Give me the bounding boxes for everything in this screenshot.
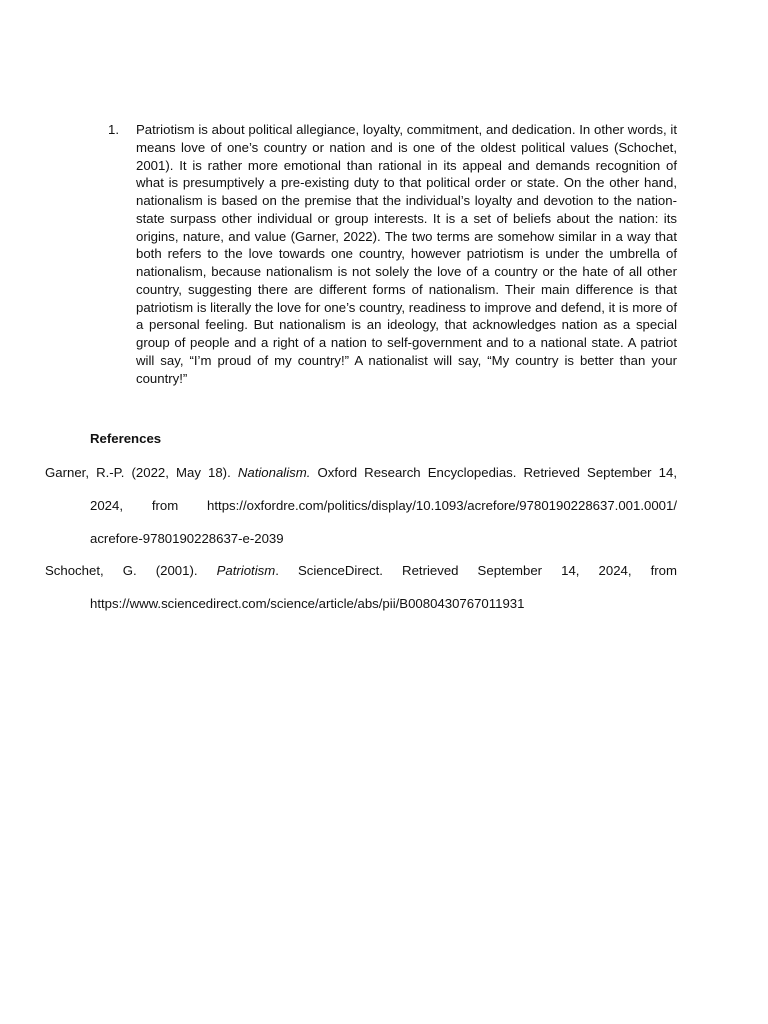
reference-title: Patriotism xyxy=(216,563,276,578)
reference-entry-schochet xyxy=(45,554,677,620)
reference-url-line[interactable]: https://www.sciencedirect.com/science/article/abs/pii/B0080430767011931 xyxy=(90,596,525,611)
reference-entry-garner xyxy=(45,456,677,555)
reference-url-line[interactable]: 2024, from https://oxfordre.com/politics/display/10.1093/acrefore/9780190228637.001.0001/ xyxy=(90,498,677,513)
reference-source: . ScienceDirect. Retrieved September 14, 2024, from xyxy=(275,563,677,578)
reference-url-continuation[interactable]: acrefore-9780190228637-e-2039 xyxy=(90,531,284,546)
references-heading: References xyxy=(90,431,162,446)
numbered-paragraph xyxy=(108,121,677,387)
reference-title: Nationalism. xyxy=(237,465,311,480)
reference-author-date: Schochet, G. (2001). xyxy=(45,563,198,578)
reference-first-line xyxy=(45,554,677,587)
reference-source: Oxford Research Encyclopedias. Retrieved September 14, xyxy=(317,465,677,480)
reference-first-line xyxy=(45,456,677,489)
list-number: 1. xyxy=(108,122,119,137)
paragraph-text: Patriotism is about political allegiance, loyalty, commitment, and dedication. In other words, it means love of one’s country or nation and is one of the oldest political values (Schochet, 2001). It is rather more emotional than rational in its appeal and demands recognition of what is presumptively a pre-existing duty to that political order or state. On the other hand, nationalism is based on the premise that the individual’s loyalty and devotion to the nation-state surpass other individual or group interests. It is a set of beliefs about the nation: its origins, nature, and value (Garner, 2022). The two terms are somehow similar in a way that both refers to the love towards one country, however patriotism is under the umbrella of nationalism, because nationalism is not solely the love of a country or the hate of all other country, suggesting there are different forms of nationalism. Their main difference is that patriotism is literally the love for one’s country, readiness to improve and defend, it is more of a personal feeling. But nationalism is an ideology, that acknowledges nation as a special group of people and a right of a nation to self-government and to a national state. A patriot will say, “I’m proud of my country!” A nationalist will say, “My country is better than your country!” xyxy=(136,122,677,386)
reference-author-date: Garner, R.-P. (2022, May 18). xyxy=(45,465,231,480)
